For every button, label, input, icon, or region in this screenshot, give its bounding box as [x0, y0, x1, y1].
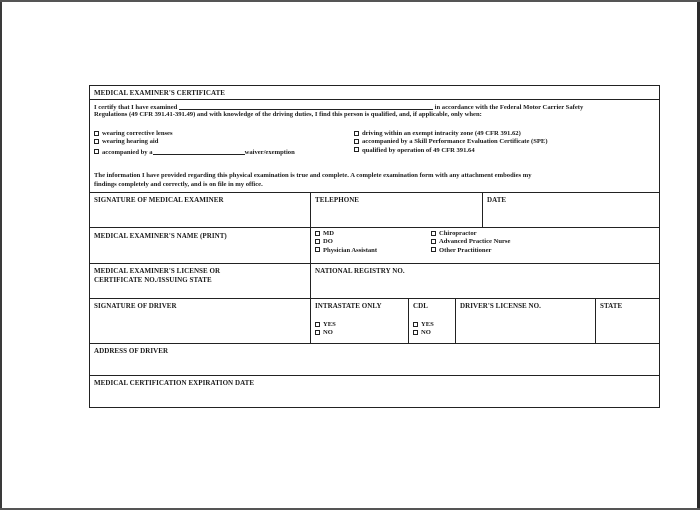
examined-person-name-field[interactable] — [179, 102, 433, 110]
signature-driver-field[interactable]: SIGNATURE OF DRIVER — [94, 302, 177, 310]
row-divider-6 — [90, 375, 659, 376]
condition-accompanied-by[interactable]: accompanied by a waiver/exemption — [94, 147, 295, 157]
state-field[interactable]: STATE — [600, 302, 623, 310]
intrastate-only-label: INTRASTATE ONLY — [315, 302, 382, 310]
col-divider-state — [595, 298, 596, 343]
statement-line-2: findings completely and correctly, and is on file in my office. — [94, 180, 263, 188]
credential-chiropractor[interactable]: Chiropractor — [431, 230, 510, 238]
drivers-license-field[interactable]: DRIVER'S LICENSE NO. — [460, 302, 541, 310]
row-divider-5 — [90, 343, 659, 344]
examiner-name-field[interactable]: MEDICAL EXAMINER'S NAME (PRINT) — [94, 232, 227, 240]
checkbox[interactable] — [431, 239, 436, 244]
form-title: MEDICAL EXAMINER'S CERTIFICATE — [94, 89, 226, 97]
expiration-date-field[interactable]: MEDICAL CERTIFICATION EXPIRATION DATE — [94, 379, 255, 387]
checkbox[interactable] — [354, 147, 359, 152]
telephone-field[interactable]: TELEPHONE — [315, 196, 360, 204]
license-label-line-2: CERTIFICATE NO./ISSUING STATE — [94, 276, 212, 284]
col-divider-cdl — [408, 298, 409, 343]
checkbox[interactable] — [315, 330, 320, 335]
checkbox[interactable] — [315, 322, 320, 327]
col-divider-license — [455, 298, 456, 343]
checkbox[interactable] — [431, 231, 436, 236]
certify-line-1: I certify that I have examined in accordance with the Federal Motor Carrier Safety — [94, 104, 584, 111]
cdl-no[interactable]: NO — [413, 329, 434, 337]
title-divider — [90, 99, 659, 100]
page-edge-top — [0, 0, 700, 2]
condition-spe-certificate[interactable]: accompanied by a Skill Performance Evaluation Certificate (SPE) — [354, 138, 548, 146]
cdl-options — [413, 321, 434, 338]
conditions-left — [94, 130, 295, 157]
credential-physician-assistant[interactable]: Physician Assistant — [315, 247, 377, 255]
signature-examiner-field[interactable]: SIGNATURE OF MEDICAL EXAMINER — [94, 196, 224, 204]
cdl-yes[interactable]: YES — [413, 321, 434, 329]
page-edge-left — [0, 0, 2, 510]
checkbox[interactable] — [413, 330, 418, 335]
credential-other-practitioner[interactable]: Other Practitioner — [431, 247, 510, 255]
certify-line-2: Regulations (49 CFR 391.41-391.49) and with knowledge of the driving duties, I find this person is qualified, and, if applicable, only when: — [94, 110, 482, 118]
condition-qualified-391-64[interactable]: qualified by operation of 49 CFR 391.64 — [354, 147, 548, 155]
row-divider-2 — [90, 227, 659, 228]
checkbox[interactable] — [315, 247, 320, 252]
checkbox[interactable] — [354, 139, 359, 144]
credential-md[interactable]: MD — [315, 230, 377, 238]
checkbox[interactable] — [94, 131, 99, 136]
license-label-line-1: MEDICAL EXAMINER'S LICENSE OR — [94, 267, 221, 275]
intrastate-yes[interactable]: YES — [315, 321, 336, 329]
row-divider-1 — [90, 192, 659, 193]
intrastate-options — [315, 321, 336, 338]
row-divider-3 — [90, 263, 659, 264]
medical-examiner-certificate-form — [89, 85, 660, 408]
statement-line-1: The information I have provided regarding this physical examination is true and complete. A complete examination form with any attachment embodies my — [94, 172, 532, 179]
checkbox[interactable] — [94, 139, 99, 144]
waiver-type-field[interactable] — [153, 147, 245, 155]
cdl-label: CDL — [413, 302, 428, 310]
intrastate-no[interactable]: NO — [315, 329, 336, 337]
checkbox[interactable] — [354, 131, 359, 136]
condition-intracity-zone[interactable]: driving within an exempt intracity zone (49 CFR 391.62) — [354, 130, 548, 138]
credentials-col-2 — [431, 230, 510, 255]
checkbox[interactable] — [315, 239, 320, 244]
conditions-right — [354, 130, 548, 155]
condition-corrective-lenses[interactable]: wearing corrective lenses — [94, 130, 295, 138]
checkbox[interactable] — [315, 231, 320, 236]
date-field[interactable]: DATE — [487, 196, 507, 204]
condition-hearing-aid[interactable]: wearing hearing aid — [94, 138, 295, 146]
checkbox[interactable] — [94, 149, 99, 154]
checkbox[interactable] — [431, 247, 436, 252]
address-driver-field[interactable]: ADDRESS OF DRIVER — [94, 347, 169, 355]
credential-do[interactable]: DO — [315, 238, 377, 246]
checkbox[interactable] — [413, 322, 418, 327]
col-divider-date — [482, 192, 483, 227]
row-divider-4 — [90, 298, 659, 299]
col-divider-main — [310, 192, 311, 343]
credential-advanced-practice-nurse[interactable]: Advanced Practice Nurse — [431, 238, 510, 246]
national-registry-field[interactable]: NATIONAL REGISTRY NO. — [315, 267, 405, 275]
credentials-col-1 — [315, 230, 377, 255]
